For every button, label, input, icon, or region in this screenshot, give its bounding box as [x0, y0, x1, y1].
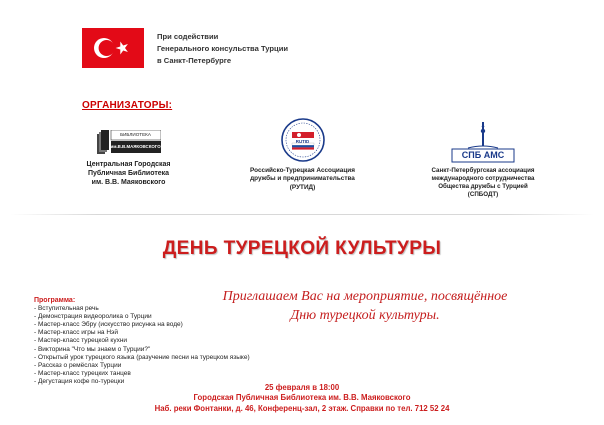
program-item: - Вступительная речь: [34, 305, 99, 313]
organizer-name-line: международного сотрудничества: [431, 175, 535, 182]
program-item: - Мастер-класс турецких танцев: [34, 369, 131, 377]
organizer-name-line: им. В.В. Маяковского: [91, 179, 166, 186]
event-address: Наб. реки Фонтанки, д. 46, Конференц-зал, 2 этаж. Справки по тел. 712 52 24: [154, 403, 450, 413]
organizer-name-line: (СПБОДТ): [467, 191, 499, 198]
section-divider: [10, 214, 594, 215]
support-line: в Санкт-Петербурге: [157, 56, 232, 65]
organizer-rutid: [240, 117, 365, 192]
invitation-line: Дню турецкой культуры.: [290, 308, 440, 323]
organizer-name-line: Публичная Библиотека: [87, 170, 170, 177]
program-heading: Программа:: [34, 297, 76, 304]
program-item: - Мастер-класс игры на Нэй: [34, 329, 118, 337]
organizer-mayakovsky-library: [66, 130, 191, 187]
rutid-logo-text: RUTID: [295, 139, 310, 144]
turkey-flag-icon: [82, 28, 144, 68]
mayakovsky-library-logo: [97, 130, 161, 156]
organizer-name: [408, 167, 558, 199]
organizers-heading: ОРГАНИЗАТОРЫ:: [82, 100, 173, 111]
organizer-name-line: Санкт-Петербургская ассоциация: [431, 167, 535, 174]
program-item: - Демонстрация видеоролика о Турции: [34, 313, 152, 321]
organizer-name-line: (РУТИД): [289, 183, 316, 191]
event-date: 25 февраля в 18:00: [264, 383, 340, 392]
program-item: - Мастер-класс турецкой кухни: [34, 337, 128, 345]
consulate-support-note: [157, 31, 288, 67]
spb-ams-logo-text: СПБ АМС: [461, 150, 505, 160]
program-item: - Викторина "Что мы знаем о Турции?": [34, 345, 151, 353]
organizer-name-line: дружбы и предпринимательства: [250, 175, 355, 183]
event-details: [0, 383, 604, 414]
library-logo-text-top: БИБЛИОТЕКА: [120, 132, 151, 137]
program-item: - Открытый урок турецкого языка (разучение песни на турецком языке): [34, 353, 250, 361]
organizer-spb-ams: [408, 122, 558, 199]
spb-ams-logo: [448, 122, 518, 164]
organizer-name-line: Российско-Турецкая Ассоциация: [250, 167, 355, 174]
organizer-name: [66, 160, 191, 187]
program-item: - Рассказ о ремёслах Турции: [34, 361, 122, 369]
event-title: ДЕНЬ ТУРЕЦКОЙ КУЛЬТУРЫ: [162, 238, 442, 259]
event-venue: Городская Публичная Библиотека им. В.В. Маяковского: [193, 393, 411, 403]
organizer-name: [240, 167, 365, 192]
program-item: - Мастер-класс Эбру (искусство рисунка на воде): [34, 321, 183, 329]
library-logo-text-bottom: им.В.В.МАЯКОВСКОГО: [110, 144, 161, 149]
program-item: - Дегустация кофе по-турецки: [34, 377, 125, 385]
invitation-line: Приглашаем Вас на мероприятие, посвящённое: [222, 289, 508, 304]
support-line: При содействии: [157, 32, 219, 41]
program-list: [34, 297, 250, 386]
organizer-name-line: Общества дружбы с Турцией: [438, 183, 528, 190]
support-line: Генерального консульства Турции: [157, 44, 289, 53]
organizer-name-line: Центральная Городская: [86, 161, 171, 168]
